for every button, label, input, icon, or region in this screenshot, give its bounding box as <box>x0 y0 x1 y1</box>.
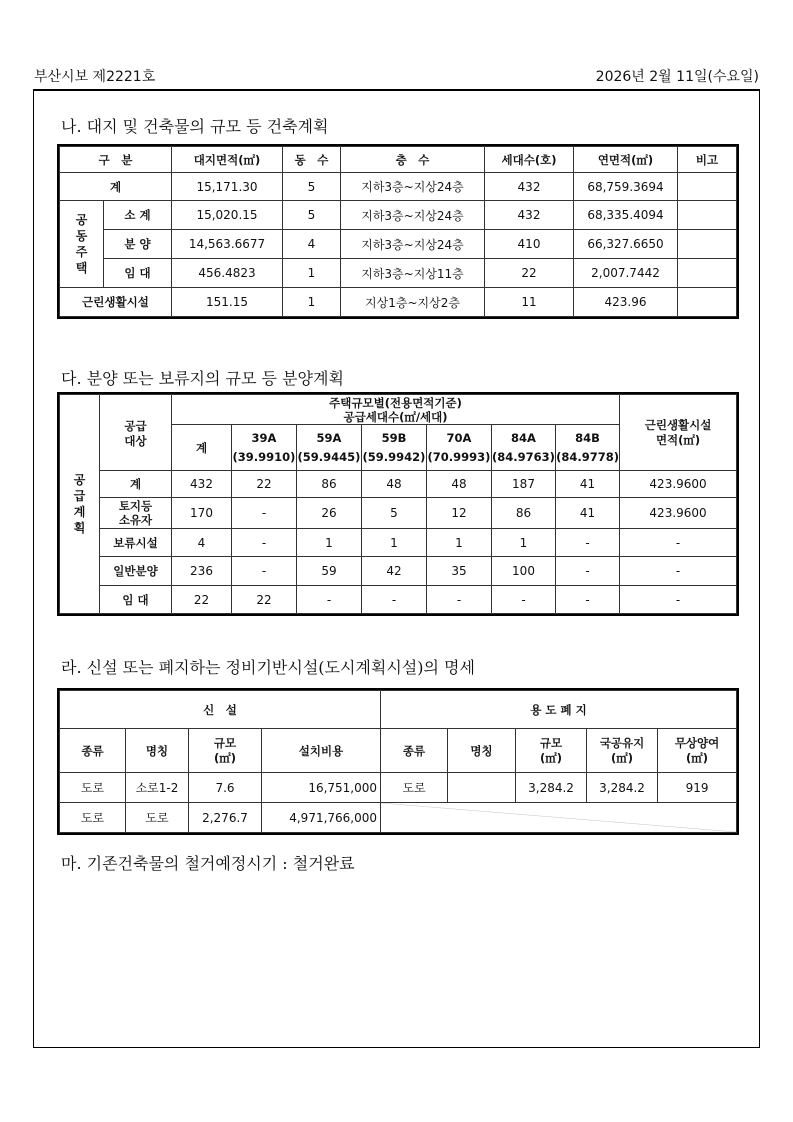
cell: - <box>556 529 620 557</box>
col-header: 동 수 <box>283 147 341 173</box>
row-label: 임 대 <box>100 586 172 614</box>
col-header: 종류 <box>381 729 448 773</box>
cell: - <box>232 498 297 529</box>
cell: 432 <box>485 173 574 201</box>
unit-size-group-header: 주택규모별(전용면적기준) 공급세대수(㎡/세대) <box>172 395 620 425</box>
cell: - <box>297 586 362 614</box>
side-char: 급 <box>73 489 86 503</box>
cell: 456.4823 <box>172 259 283 288</box>
cell: 도로 <box>60 773 126 803</box>
cell <box>448 773 516 803</box>
cell: 170 <box>172 498 232 529</box>
col-header: 84A (84.9763) <box>492 425 556 471</box>
side-char: 획 <box>73 521 86 535</box>
col-header: 국공유지 (㎡) <box>587 729 658 773</box>
new-header: 신 설 <box>60 691 381 729</box>
row-label: 근린생활시설 <box>60 288 172 317</box>
row-label: 계 <box>60 173 172 201</box>
table-row <box>60 557 737 586</box>
cell: 지하3층~지상24층 <box>341 230 485 259</box>
cell: 3,284.2 <box>587 773 658 803</box>
cell: - <box>427 586 492 614</box>
cell: 48 <box>427 471 492 498</box>
cell: 86 <box>297 471 362 498</box>
cell <box>678 259 737 288</box>
col-header: 70A (70.9993) <box>427 425 492 471</box>
col-header: 규모 (㎡) <box>516 729 587 773</box>
cell: 지상1층~지상2층 <box>341 288 485 317</box>
col-header: 종류 <box>60 729 126 773</box>
section-ma-title: 마. 기존건축물의 철거예정시기 : 철거완료 <box>61 854 355 873</box>
cell: 22 <box>172 586 232 614</box>
cell: 42 <box>362 557 427 586</box>
table-row <box>60 803 737 833</box>
col-header: 설치비용 <box>262 729 381 773</box>
row-label: 소 계 <box>104 201 172 230</box>
cell: - <box>620 529 737 557</box>
cell: 410 <box>485 230 574 259</box>
cell: 100 <box>492 557 556 586</box>
col-header: 규모 (㎡) <box>189 729 262 773</box>
cell: - <box>556 557 620 586</box>
cell: 187 <box>492 471 556 498</box>
cell: 48 <box>362 471 427 498</box>
table-row <box>60 471 737 498</box>
table-row <box>60 173 737 201</box>
infrastructure-table <box>59 690 737 833</box>
cell: 지하3층~지상24층 <box>341 173 485 201</box>
row-label: 토지등 소유자 <box>100 498 172 529</box>
cell: 86 <box>492 498 556 529</box>
cell: 지하3층~지상24층 <box>341 201 485 230</box>
cell: 4 <box>172 529 232 557</box>
cell <box>678 201 737 230</box>
diagonal-line <box>381 803 736 832</box>
cell: 3,284.2 <box>516 773 587 803</box>
cell: - <box>620 557 737 586</box>
cell: 7.6 <box>189 773 262 803</box>
site-building-plan-table <box>59 146 737 317</box>
cell: 432 <box>485 201 574 230</box>
cell: 22 <box>485 259 574 288</box>
table-row <box>60 586 737 614</box>
empty-diagonal-cell <box>381 803 737 833</box>
cell: - <box>232 557 297 586</box>
cell: 1 <box>283 259 341 288</box>
col-header: 비고 <box>678 147 737 173</box>
cell: 41 <box>556 471 620 498</box>
group-char: 공 <box>75 213 88 227</box>
supply-target-header: 공급 대상 <box>100 395 172 471</box>
cell: 423.9600 <box>620 471 737 498</box>
sale-plan-table <box>59 394 737 614</box>
row-label: 계 <box>100 471 172 498</box>
cell: - <box>556 586 620 614</box>
cell: 68,759.3694 <box>574 173 678 201</box>
cell: 16,751,000 <box>262 773 381 803</box>
cell: 지하3층~지상11층 <box>341 259 485 288</box>
section-ra-title: 라. 신설 또는 폐지하는 정비기반시설(도시계획시설)의 명세 <box>61 658 475 677</box>
group-char: 택 <box>75 261 88 275</box>
col-header: 연면적(㎡) <box>574 147 678 173</box>
cell: 59 <box>297 557 362 586</box>
col-header: 59B (59.9942) <box>362 425 427 471</box>
table-row <box>60 529 737 557</box>
col-header: 명칭 <box>126 729 189 773</box>
cell <box>678 230 737 259</box>
cell: - <box>620 586 737 614</box>
table-row <box>60 288 737 317</box>
cell: - <box>362 586 427 614</box>
cell: 66,327.6650 <box>574 230 678 259</box>
cell: 1 <box>362 529 427 557</box>
table-row <box>60 201 737 230</box>
cell: 35 <box>427 557 492 586</box>
cell: 432 <box>172 471 232 498</box>
table-row <box>60 498 737 529</box>
cell: 4 <box>283 230 341 259</box>
group-label <box>60 201 104 288</box>
col-header: 명칭 <box>448 729 516 773</box>
col-header: 층 수 <box>341 147 485 173</box>
side-char: 공 <box>73 473 86 487</box>
col-header: 구 분 <box>60 147 172 173</box>
group-char: 주 <box>75 245 88 259</box>
cell: 236 <box>172 557 232 586</box>
cell: 919 <box>658 773 737 803</box>
cell: 14,563.6677 <box>172 230 283 259</box>
cell: - <box>232 529 297 557</box>
bulletin-issue: 부산시보 제2221호 <box>34 69 156 85</box>
table-row <box>60 259 737 288</box>
cell: 22 <box>232 471 297 498</box>
cell <box>678 173 737 201</box>
cell: 2,276.7 <box>189 803 262 833</box>
abolish-header: 용 도 폐 지 <box>381 691 737 729</box>
cell <box>678 288 737 317</box>
cell: 4,971,766,000 <box>262 803 381 833</box>
col-header: 세대수(호) <box>485 147 574 173</box>
cell: 5 <box>362 498 427 529</box>
cell: 423.96 <box>574 288 678 317</box>
side-char: 계 <box>73 505 86 519</box>
retail-area-header: 근린생활시설 면적(㎡) <box>620 395 737 471</box>
cell: - <box>492 586 556 614</box>
cell: 1 <box>427 529 492 557</box>
row-label: 일반분양 <box>100 557 172 586</box>
cell: 도로 <box>60 803 126 833</box>
row-label: 분 양 <box>104 230 172 259</box>
table-row <box>60 773 737 803</box>
cell: 5 <box>283 173 341 201</box>
col-header: 무상양여 (㎡) <box>658 729 737 773</box>
cell: 68,335.4094 <box>574 201 678 230</box>
section-da-title: 다. 분양 또는 보류지의 규모 등 분양계획 <box>61 369 344 388</box>
cell: 41 <box>556 498 620 529</box>
cell: 15,020.15 <box>172 201 283 230</box>
cell: 1 <box>492 529 556 557</box>
col-header: 계 <box>172 425 232 471</box>
section-na-title: 나. 대지 및 건축물의 규모 등 건축계획 <box>61 117 329 136</box>
col-header: 대지면적(㎡) <box>172 147 283 173</box>
cell: 도로 <box>126 803 189 833</box>
cell: 15,171.30 <box>172 173 283 201</box>
cell: 26 <box>297 498 362 529</box>
cell: 5 <box>283 201 341 230</box>
cell: 1 <box>297 529 362 557</box>
cell: 22 <box>232 586 297 614</box>
side-label <box>60 395 100 614</box>
row-label: 보류시설 <box>100 529 172 557</box>
cell: 12 <box>427 498 492 529</box>
col-header: 59A (59.9445) <box>297 425 362 471</box>
cell: 소로1-2 <box>126 773 189 803</box>
bulletin-date: 2026년 2월 11일(수요일) <box>595 69 759 85</box>
table-row <box>60 230 737 259</box>
row-label: 임 대 <box>104 259 172 288</box>
cell: 423.9600 <box>620 498 737 529</box>
col-header: 39A (39.9910) <box>232 425 297 471</box>
cell: 11 <box>485 288 574 317</box>
col-header: 84B (84.9778) <box>556 425 620 471</box>
cell: 도로 <box>381 773 448 803</box>
cell: 151.15 <box>172 288 283 317</box>
group-char: 동 <box>75 229 88 243</box>
cell: 2,007.7442 <box>574 259 678 288</box>
cell: 1 <box>283 288 341 317</box>
